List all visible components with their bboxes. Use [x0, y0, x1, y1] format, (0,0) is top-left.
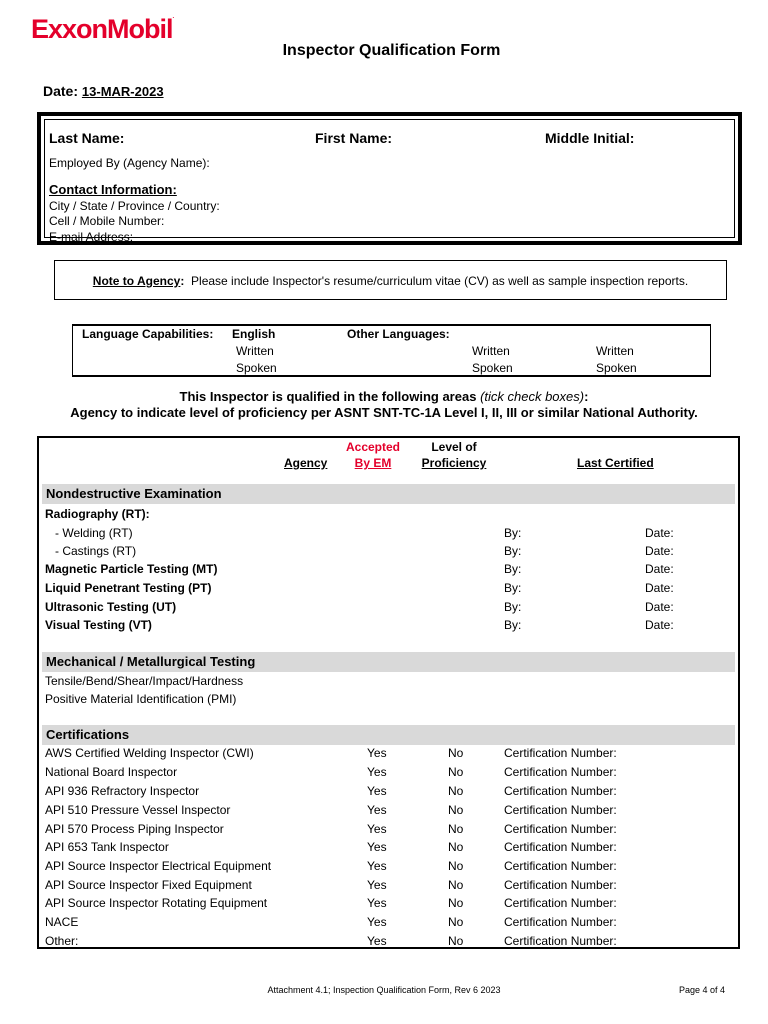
cert-yes: Yes: [367, 765, 387, 779]
qualification-table: [37, 436, 740, 949]
note-label: Note to Agency: [92, 274, 181, 288]
other1-written: Written: [472, 344, 510, 358]
employed-by-label: Employed By (Agency Name):: [49, 156, 210, 170]
cert-number-label: Certification Number:: [504, 859, 617, 873]
cell-label: Cell / Mobile Number:: [49, 214, 165, 228]
mech-heading: Mechanical / Metallurgical Testing: [42, 652, 735, 672]
cert-no: No: [448, 840, 464, 854]
other2-spoken: Spoken: [596, 361, 637, 375]
pmi-row: Positive Material Identification (PMI): [45, 692, 237, 706]
email-label: E-mail Address:: [49, 230, 134, 244]
cert-row: [45, 782, 732, 800]
pt-row: Liquid Penetrant Testing (PT) By: Date:: [45, 581, 674, 595]
cert-yes: Yes: [367, 746, 387, 760]
rt-row: Radiography (RT):: [45, 507, 150, 521]
cert-no: No: [448, 803, 464, 817]
middle-initial-label: Middle Initial:: [545, 130, 635, 146]
cert-yes: Yes: [367, 840, 387, 854]
tensile-row: Tensile/Bend/Shear/Impact/Hardness: [45, 674, 244, 688]
cert-number-label: Certification Number:: [504, 784, 617, 798]
cert-no: No: [448, 934, 464, 948]
header-level: Level of Proficiency: [421, 440, 487, 470]
mt-row: Magnetic Particle Testing (MT) By: Date:: [45, 562, 674, 576]
cert-number-label: Certification Number:: [504, 746, 617, 760]
header-accepted: Accepted By EM: [345, 440, 401, 470]
cert-number-label: Certification Number:: [504, 915, 617, 929]
cert-row: [45, 857, 732, 875]
first-name-label: First Name:: [315, 130, 393, 146]
date-label: Date:: [43, 83, 79, 99]
cert-no: No: [448, 765, 464, 779]
cert-label: National Board Inspector: [45, 765, 178, 779]
cert-no: No: [448, 878, 464, 892]
date-row: [43, 83, 164, 99]
cert-label: API 653 Tank Inspector: [45, 840, 169, 854]
page-title: Inspector Qualification Form: [282, 42, 501, 59]
welding-rt-row: - Welding (RT) By: Date:: [55, 526, 674, 540]
cert-no: No: [448, 746, 464, 760]
cert-row: [45, 801, 732, 819]
other2-written: Written: [596, 344, 634, 358]
cert-row: [45, 838, 732, 856]
other-languages-label: Other Languages:: [347, 327, 450, 341]
cert-number-label: Certification Number:: [504, 822, 617, 836]
cert-no: No: [448, 822, 464, 836]
cert-yes: Yes: [367, 784, 387, 798]
vt-row: Visual Testing (VT) By: Date:: [45, 618, 674, 632]
english-label: English: [232, 327, 276, 341]
cert-yes: Yes: [367, 915, 387, 929]
language-capabilities: [72, 324, 711, 377]
cert-row: [45, 894, 732, 912]
city-label: City / State / Province / Country:: [49, 199, 220, 213]
cert-label: API Source Inspector Rotating Equipment: [45, 896, 268, 910]
cert-label: NACE: [45, 915, 79, 929]
nde-heading: Nondestructive Examination: [42, 484, 735, 504]
instructions-line2: Agency to indicate level of proficiency per ASNT SNT-TC-1A Level I, II, III or similar National Authority.: [70, 405, 698, 420]
english-written: Written: [236, 344, 274, 358]
cert-no: No: [448, 896, 464, 910]
header-last-certified: Last Certified: [577, 456, 654, 470]
cert-row: [45, 744, 732, 762]
personal-info-box: [37, 112, 742, 245]
cert-label: API 570 Process Piping Inspector: [45, 822, 224, 836]
ut-row: Ultrasonic Testing (UT) By: Date:: [45, 600, 674, 614]
cert-no: No: [448, 915, 464, 929]
cert-number-label: Certification Number:: [504, 878, 617, 892]
cert-row: [45, 820, 732, 838]
contact-heading: Contact Information:: [49, 182, 177, 197]
cert-yes: Yes: [367, 878, 387, 892]
note-to-agency: Note to Agency: Please include Inspector's resume/curriculum vitae (CV) as well as sample inspection reports.: [54, 260, 727, 300]
cert-yes: Yes: [367, 803, 387, 817]
cert-yes: Yes: [367, 859, 387, 873]
cert-number-label: Certification Number:: [504, 765, 617, 779]
certs-heading: Certifications: [42, 725, 735, 745]
cert-yes: Yes: [367, 822, 387, 836]
english-spoken: Spoken: [236, 361, 277, 375]
cert-label: API Source Inspector Electrical Equipment: [45, 859, 272, 873]
cert-yes: Yes: [367, 934, 387, 948]
cert-no: No: [448, 784, 464, 798]
cert-row: [45, 763, 732, 781]
other1-spoken: Spoken: [472, 361, 513, 375]
cert-row: [45, 913, 732, 931]
date-value: 13-MAR-2023: [81, 84, 164, 99]
page-number: Page 4 of 4: [679, 985, 726, 995]
cert-label: API 510 Pressure Vessel Inspector: [45, 803, 231, 817]
instructions-line1: This Inspector is qualified in the following areas (tick check boxes):: [179, 389, 589, 404]
cert-no: No: [448, 859, 464, 873]
cert-yes: Yes: [367, 896, 387, 910]
cert-label: API Source Inspector Fixed Equipment: [45, 878, 252, 892]
cert-label: AWS Certified Welding Inspector (CWI): [45, 746, 254, 760]
footer-text: Attachment 4.1; Inspection Qualification Form, Rev 6 2023: [267, 985, 501, 995]
note-text: Please include Inspector's resume/curriculum vitae (CV) as well as sample inspection reports.: [191, 274, 689, 288]
cert-row: [45, 876, 732, 894]
cert-row: [45, 932, 732, 950]
language-label: Language Capabilities:: [82, 327, 214, 341]
last-name-label: Last Name:: [49, 130, 125, 146]
cert-number-label: Certification Number:: [504, 896, 617, 910]
cert-number-label: Certification Number:: [504, 840, 617, 854]
cert-label: API 936 Refractory Inspector: [45, 784, 200, 798]
castings-rt-row: - Castings (RT) By: Date:: [55, 544, 674, 558]
header-agency: Agency: [284, 456, 328, 470]
cert-number-label: Certification Number:: [504, 934, 617, 948]
cert-number-label: Certification Number:: [504, 803, 617, 817]
cert-label: Other:: [45, 934, 79, 948]
exxonmobil-logo: ExxonMobil.: [31, 14, 174, 44]
